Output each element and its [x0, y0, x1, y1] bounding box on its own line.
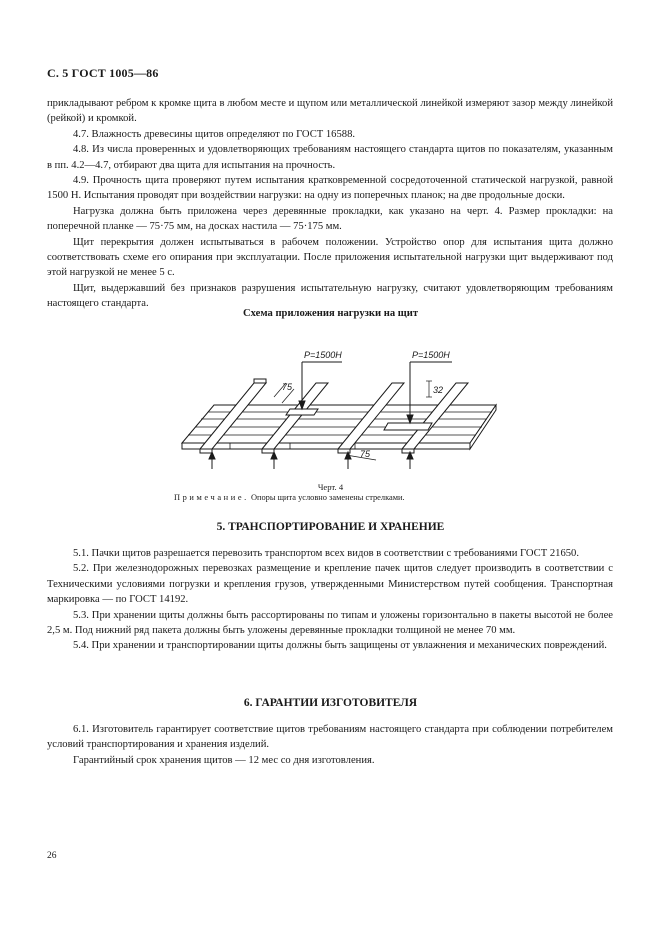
load-label-right: Р=1500Н — [412, 350, 450, 360]
paragraph-4-8: 4.8. Из числа проверенных и удовлетворяющих требованиям настоящего стандарта щитов по показателям, указанным в пп. 4.2—4.7, отбирают два щита для испытания на прочность. — [47, 144, 613, 171]
paragraph-warranty: Гарантийный срок хранения щитов — 12 мес со дня изготовления. — [73, 754, 375, 766]
paragraph-5-4: 5.4. При хранении и транспортировании щиты должны быть защищены от увлажнения и механических повреждений. — [73, 640, 607, 652]
section-6-text — [47, 722, 613, 768]
paragraph: прикладывают ребром к кромке щита в любом месте и щупом или металлической линейкой измеряют зазор между линейкой (рейкой) и кромкой. — [47, 98, 613, 125]
figure-title: Схема приложения нагрузки на щит — [242, 308, 419, 319]
support-arrows — [209, 452, 413, 469]
deck-front-face — [182, 443, 470, 449]
paragraph-load: Нагрузка должна быть приложена через деревянные прокладки, как указано на черт. 4. Размер прокладки: на поперечной планке — 75·75 мм, на досках настила — 75·175 мм. — [47, 205, 613, 233]
note-text: Опоры щита условно заменены стрелками. — [250, 493, 405, 502]
paragraph-4-9: 4.9. Прочность щита проверяют путем испытания кратковременной сосредоточенной статической нагрузкой, равной 1500 Н. Испытания проводят при воздействии нагрузки: на одну из поперечных планок; на две продольные доски. — [47, 175, 613, 202]
dimension-75-bottom-label: 75 — [360, 449, 371, 459]
dimension-32-label: 32 — [433, 385, 444, 395]
load-scheme-figure — [170, 335, 510, 475]
paragraph-5-2: 5.2. При железнодорожных перевозках размещение и крепление пачек щитов следует производить в соответствии с Техническими условиями погрузки и крепления грузов, утвержденными Министерством путей сообщения. Транспортная маркировка — по ГОСТ 14192. — [47, 563, 613, 606]
paragraph-conclusion: Щит, выдержавший без признаков разрушения испытательную нагрузку, считают удовлетворяющим требованиям настоящего стандарта. — [47, 282, 613, 310]
section-5-title: 5. ТРАНСПОРТИРОВАНИЕ И ХРАНЕНИЕ — [216, 521, 445, 533]
section-6-title: 6. ГАРАНТИИ ИЗГОТОВИТЕЛЯ — [243, 697, 418, 709]
note-label: Примечание. — [174, 493, 249, 502]
paragraph-5-1: 5.1. Пачки щитов разрешается перевозить транспортом всех видов в соответствии с требованиями ГОСТ 21650. — [73, 548, 579, 559]
paragraph-5-3: 5.3. При хранении щиты должны быть рассортированы по типам и уложены горизонтально в пакеты высотой не более 2,5 м. Под нижний ряд пакета должны быть уложены деревянные прокладки толщиной не менее 70 мм. — [47, 609, 613, 637]
body-text-block — [47, 96, 613, 312]
paragraph-4-7: 4.7. Влажность древесины щитов определяют по ГОСТ 16588. — [73, 128, 356, 140]
paragraph-6-1: 6.1. Изготовитель гарантирует соответствие щитов требованиям настоящего стандарта при соблюдении потребителем условий транспортирования и хранения изделий. — [47, 724, 613, 751]
page-number: 26 — [47, 851, 57, 861]
load-pad-boards — [384, 423, 432, 430]
figure-note — [174, 493, 405, 502]
dimension-32 — [426, 381, 432, 397]
figure-caption: Черт. 4 — [317, 482, 344, 492]
page-header: С. 5 ГОСТ 1005—86 — [47, 66, 159, 80]
section-5-text — [47, 546, 613, 654]
paragraph-working-position: Щит перекрытия должен испытываться в рабочем положении. Устройство опор для испытания щита должно соответствовать схеме его опирания при эксплуатации. После приложения испытательной нагрузки щит выдерживают под этой нагрузкой не менее 5 с. — [47, 236, 613, 279]
load-label-left: Р=1500Н — [304, 350, 342, 360]
dimension-75-top-label: 75 — [282, 382, 293, 392]
